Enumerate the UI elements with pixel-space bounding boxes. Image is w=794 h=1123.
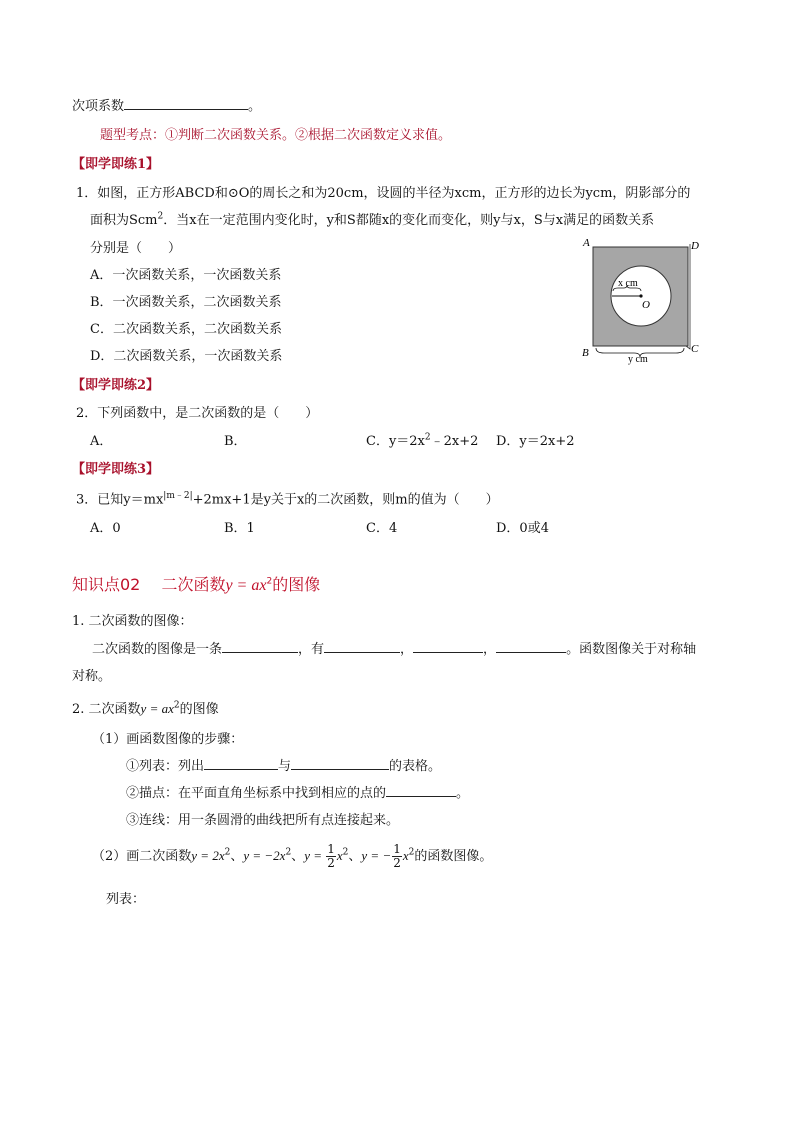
top-line-prefix: 次项系数 (72, 99, 125, 114)
fraction-numerator: 1 (393, 842, 401, 856)
practice1-line2-sup: 2 (157, 211, 164, 222)
answer-blank (222, 639, 298, 653)
practice1-option-b: B．一次函数关系，二次函数关系 (90, 295, 282, 310)
answer-blank (386, 783, 456, 797)
practice1-option-a: A．一次函数关系，一次函数关系 (90, 268, 282, 283)
section-heading-sup: 2 (266, 576, 273, 587)
answer-blank (413, 639, 483, 653)
answer-blank (291, 756, 389, 770)
fraction-half (392, 843, 402, 870)
function-4-pre: y = − (361, 848, 392, 863)
practice3-question (76, 488, 499, 507)
practice3-tag: 【即学即练3】 (72, 462, 160, 477)
step2 (126, 782, 469, 801)
function-3-sup: 2 (342, 847, 349, 858)
item1-text (92, 638, 696, 657)
fraction-numerator: 1 (327, 842, 335, 856)
practice2-option-c-sup: 2 (424, 432, 431, 443)
practice2-option-c (366, 430, 478, 449)
item2-title-post: 的图像 (179, 702, 219, 717)
practice1-question-line2 (90, 209, 654, 228)
item1-text-a: 二次函数的图像是一条 (92, 642, 223, 657)
label-o: O (642, 299, 650, 311)
practice1-line2-post: ．当x在一定范围内变化时，y和S都随x的变化而变化，则y与x，S与x满足的函数关系 (163, 213, 655, 228)
practice3-question-pre: 3．已知y＝mx (76, 492, 164, 508)
practice2-option-a: A． (90, 434, 113, 449)
label-c: C (691, 343, 699, 355)
center-point (639, 294, 642, 297)
practice3-question-post: +2mx+1是y关于x的二次函数，则m的值为（ ） (192, 492, 499, 508)
answer-blank (124, 96, 248, 110)
fraction-denominator: 2 (393, 856, 401, 870)
function-2-sup: 2 (285, 847, 292, 858)
separator: 、 (348, 849, 362, 864)
practice1-line2-pre: 面积为Scm (90, 213, 158, 228)
practice1-tag: 【即学即练1】 (72, 157, 160, 172)
section-heading (72, 572, 320, 595)
answer-blank (204, 756, 278, 770)
practice1-question-line1: 1．如图，正方形ABCD和⊙O的周长之和为20cm，设圆的半径为xcm，正方形的边长为ycm，阴影部分的 (76, 186, 691, 201)
function-4-sup: 2 (408, 847, 415, 858)
practice1-question-line3: 分别是（ ） (90, 241, 182, 256)
answer-blank (496, 639, 566, 653)
draw-post: 的函数图像。 (414, 849, 493, 864)
tip-text: 题型考点：①判断二次函数关系。②根据二次函数定义求值。 (100, 128, 452, 143)
square-circle-figure (578, 234, 708, 366)
function-1-sup: 2 (224, 847, 231, 858)
separator: 、 (291, 849, 305, 864)
practice2-question: 2．下列函数中，是二次函数的是（ ） (76, 406, 319, 421)
step1-c: 的表格。 (389, 759, 442, 774)
item1-text-b: ，有 (298, 642, 325, 657)
item2-title-math: y = ax (140, 701, 174, 716)
fraction-half (326, 843, 336, 870)
step2-a: ②描点：在平面直角坐标系中找到相应的点的 (126, 786, 387, 801)
practice1-option-d: D．二次函数关系，一次函数关系 (90, 349, 283, 364)
fraction-denominator: 2 (327, 856, 335, 870)
practice3-option-c: C．4 (366, 521, 398, 536)
step1-a: ①列表：列出 (126, 759, 205, 774)
item2-title (72, 698, 219, 717)
step1 (126, 755, 441, 774)
label-y: y cm (628, 354, 648, 365)
step2-b: 。 (456, 786, 470, 801)
function-4-post: x (402, 848, 409, 863)
label-b: B (582, 347, 589, 359)
label-d: D (691, 240, 699, 252)
draw-instruction (92, 843, 492, 870)
item1-text-d: ， (483, 642, 497, 657)
label-a: A (583, 237, 590, 249)
table-label: 列表： (106, 892, 146, 907)
practice3-option-d: D．0或4 (496, 521, 549, 536)
answer-blank (324, 639, 400, 653)
section-heading-post: 的图像 (272, 575, 321, 594)
item1-title: 1. 二次函数的图像： (72, 614, 193, 629)
item1-text-c: ， (400, 642, 414, 657)
practice3-option-a: A．0 (90, 521, 121, 536)
section-heading-pre: 知识点02 二次函数 (72, 575, 226, 594)
practice1-option-c: C．二次函数关系，二次函数关系 (90, 322, 282, 337)
practice2-option-c-post: ﹣2x+2 (430, 434, 479, 449)
label-x: x cm (618, 278, 638, 289)
practice2-option-b: B． (224, 434, 247, 449)
step1-b: 与 (278, 759, 292, 774)
practice2-option-d: D．y＝2x+2 (496, 434, 575, 449)
item1-text-end: 对称。 (72, 669, 112, 684)
top-line-end: 。 (248, 99, 262, 114)
practice2-option-c-pre: C．y＝2x (366, 434, 425, 449)
function-1: y = 2x (191, 848, 225, 863)
function-2: y = −2x (243, 848, 286, 863)
item2-title-sup: 2 (173, 700, 180, 711)
item2-title-pre: 2. 二次函数 (72, 702, 141, 717)
item1-text-e: 。函数图像关于对称轴 (566, 642, 697, 657)
practice2-tag: 【即学即练2】 (72, 378, 160, 393)
top-line (72, 95, 261, 114)
practice3-question-sup: |m﹣2| (163, 491, 193, 501)
section-heading-math: y = ax (225, 577, 267, 594)
function-3-post: x (336, 848, 343, 863)
draw-pre: （2）画二次函数 (92, 849, 192, 864)
function-3-pre: y = (304, 848, 326, 863)
steps-heading: （1）画函数图像的步骤： (92, 732, 244, 747)
step3: ③连线：用一条圆滑的曲线把所有点连接起来。 (126, 813, 400, 828)
practice3-option-b: B．1 (224, 521, 255, 536)
separator: 、 (230, 849, 244, 864)
